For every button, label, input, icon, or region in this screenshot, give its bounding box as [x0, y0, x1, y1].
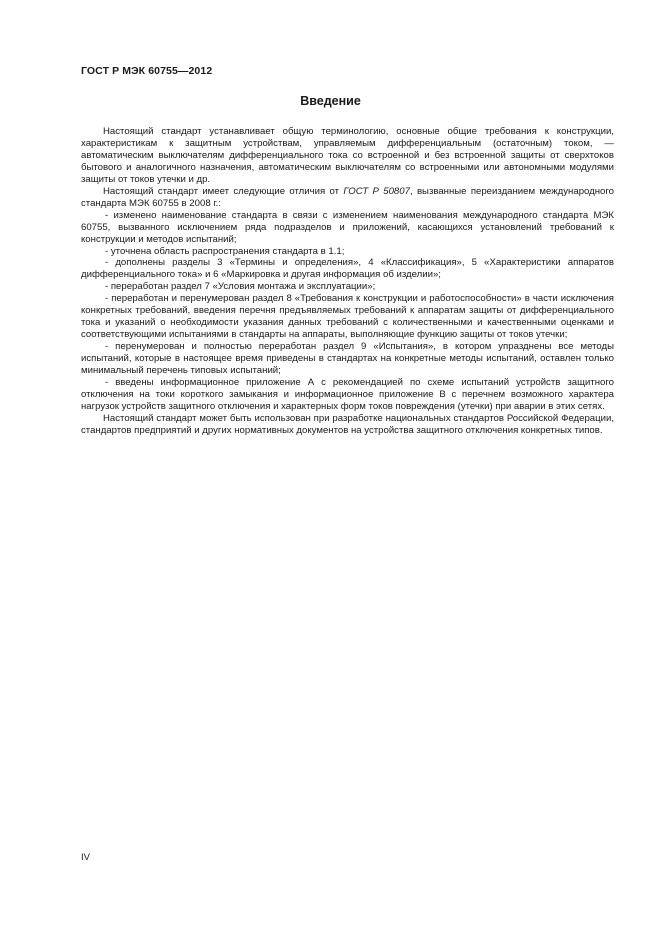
- section-title: Введение: [300, 94, 361, 108]
- reference-standard: ГОСТ Р 50807: [343, 185, 410, 197]
- body-text: [81, 126, 614, 437]
- list-item: - изменено наименование стандарта в связи с изменением наименования международного стандарта МЭК 60755, вызванного исключением ряда подразделов и приложений, касающихся установлений требований к конструкции и методов испытаний;: [81, 209, 614, 245]
- differences-text-after: , вызванные переизданием международного стандарта МЭК 60755 в 2008 г.:: [81, 185, 615, 209]
- list-item: - переработан раздел 7 «Условия монтажа и эксплуатации»;: [105, 281, 376, 293]
- standard-code: ГОСТ Р МЭК 60755—2012: [81, 65, 213, 77]
- list-item: - введены информационное приложение А с рекомендацией по схеме испытаний устройств защитного отключения на токи короткого замыкания и информационное приложение В с перечнем возможного характера нагрузок устройств защитного отключения и характерных форм токов повреждения (утечки) при аварии в этих сетях.: [81, 377, 614, 412]
- paragraph-scope: Настоящий стандарт устанавливает общую терминологию, основные общие требования к конструкции, характеристикам к защитным устройствам, управляемым дифференциальным (остаточным) током, — автоматическим выключателям дифференциального тока со встроенной и без встроенной защиты от сверхтоков бытового и аналогичного назначения, автоматическим выключателям со встроенными или автономными модулями защиты от токов утечки и др.: [81, 126, 614, 185]
- paragraph-differences: [81, 186, 614, 210]
- list-item: - дополнены разделы 3 «Термины и определения», 4 «Классификация», 5 «Характеристики аппаратов дифференциального тока» и 6 «Маркировка и другая информация об изделии»;: [81, 257, 614, 281]
- list-item: - переработан и перенумерован раздел 8 «Требования к конструкции и работоспособности» в части исключения конкретных требований, введения перечня предъявляемых требований к аппаратам защиты от дифференциального тока и указаний о необходимости указания данных требований с количественными и качественными оценками и соответствующими испытаниями в стандарты на аппараты, выполняющие функцию защиты от токов утечки;: [81, 293, 614, 341]
- page-number: IV: [81, 852, 90, 863]
- differences-text-before: Настоящий стандарт имеет следующие отличия от: [103, 185, 344, 197]
- paragraph-usage: Настоящий стандарт может быть использован при разработке национальных стандартов Российской Федерации, стандартов предприятий и других нормативных документов на устройства защитного отключения конкретных типов.: [81, 412, 614, 436]
- list-item: - перенумерован и полностью переработан раздел 9 «Испытания», в котором упразднены все методы испытаний, которые в настоящее время приведены в стандартах на конкретные методы испытаний, оставлен только минимальный перечень типовых испытаний;: [81, 341, 614, 377]
- list-item: - уточнена область распространения стандарта в 1.1;: [105, 245, 345, 257]
